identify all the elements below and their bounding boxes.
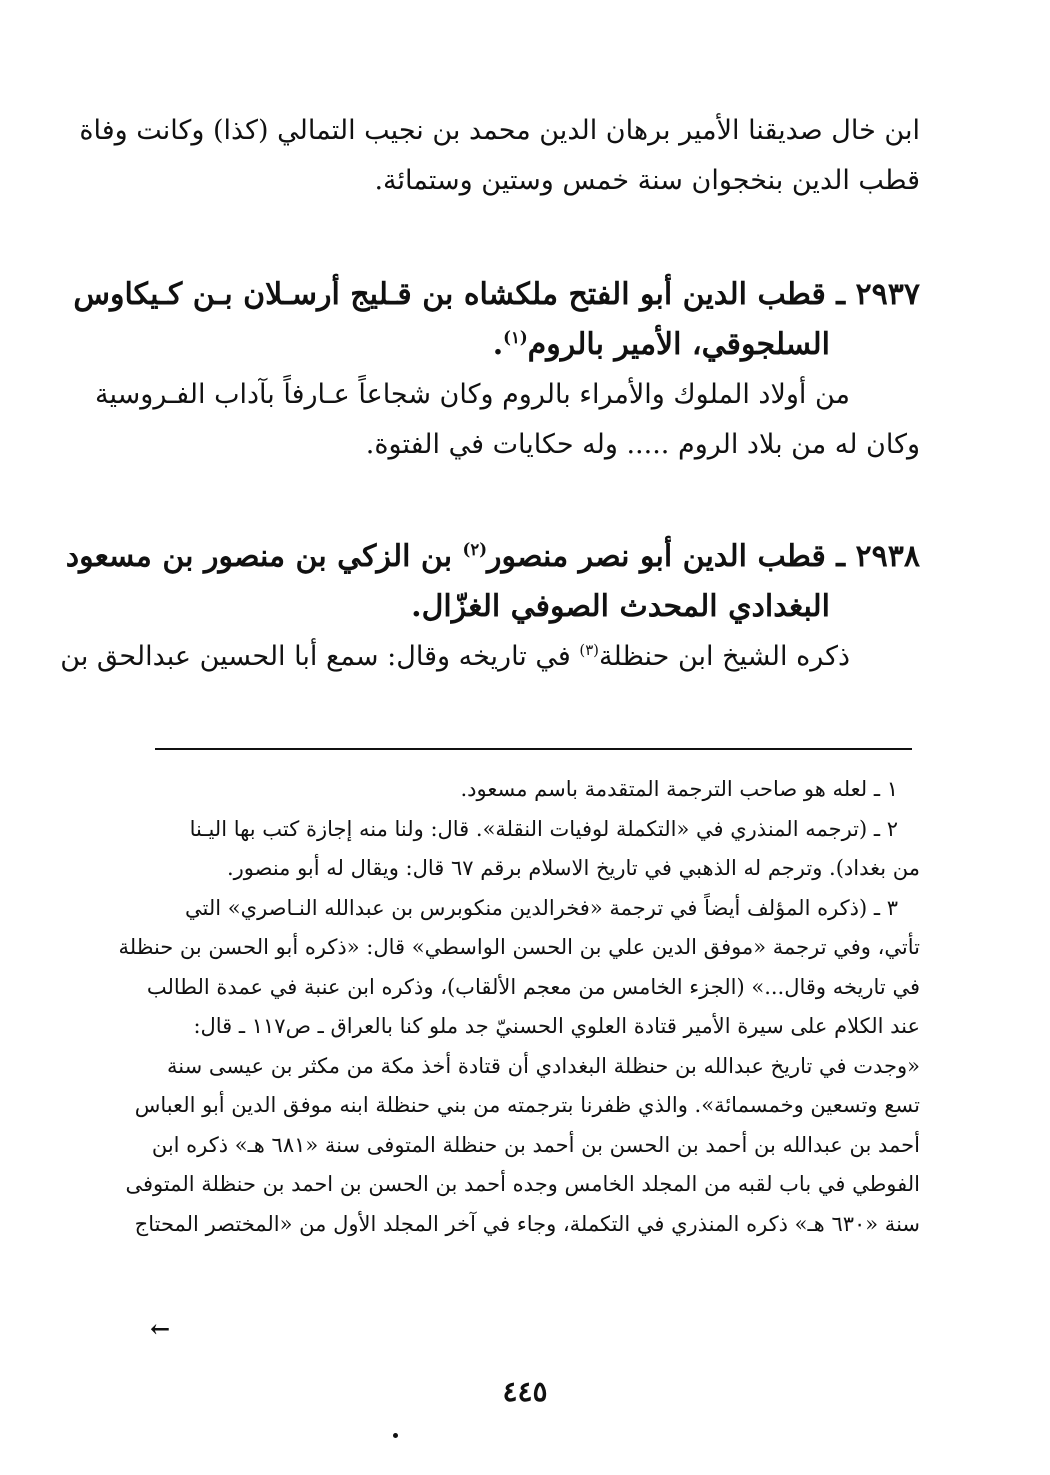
intro-line-2: قطب الدين بنخجوان سنة خمس وستين وستمائة. xyxy=(374,165,920,196)
entry-2938-heading-line-1 xyxy=(65,532,920,582)
footnote-3-line-9: سنة «٦٣٠ هـ» ذكره المنذري في التكملة، وجاء في آخر المجلد الأول من «المختصر المحتاج xyxy=(134,1211,920,1236)
footnote-3-line-6: تسع وتسعين وخمسمائة». والذي ظفرنا بترجمته من بني حنظلة ابنه موفق الدين أبو العباس xyxy=(134,1093,920,1117)
footnotes xyxy=(118,770,920,1244)
decorative-dot xyxy=(393,1433,398,1438)
footnote-3-line-2: تأتي، وفي ترجمة «موفق الدين علي بن الحسن الواسطي» قال: «ذكره أبو الحسن بن حنظلة xyxy=(118,935,920,959)
entry-2938-heading-text-a: ٢٩٣٨ ـ قطب الدين أبو نصر منصور xyxy=(487,539,920,574)
continuation-arrow-icon: ← xyxy=(150,1314,171,1343)
footnote-2-line-1: ٢ ـ (ترجمه المنذري في «التكملة لوفيات النقلة». قال: ولنا منه إجازة كتب بها اليـنا xyxy=(189,816,898,841)
footnote-1: ١ ـ لعله هو صاحب الترجمة المتقدمة باسم مسعود. xyxy=(460,777,898,801)
footnote-ref-3: (٣) xyxy=(579,641,599,659)
entry-2937-heading-end: . xyxy=(492,327,504,362)
entry-2938-body-text-a: ذكره الشيخ ابن حنظلة xyxy=(598,641,850,672)
entry-2938 xyxy=(60,532,920,682)
entry-2937-heading-line-2 xyxy=(150,320,920,370)
intro-line-1: ابن خال صديقنا الأمير برهان الدين محمد بن نجيب التمالي (كذا) وكانت وفاة xyxy=(79,115,920,146)
entry-2937-body-line-2: وكان له من بلاد الروم ..... وله حكايات في الفتوة. xyxy=(365,429,920,460)
page-number: ٤٤٥ xyxy=(502,1375,548,1408)
entry-2937-heading-text: السلجوقي، الأمير بالروم xyxy=(527,327,830,362)
footnote-ref-2: (٢) xyxy=(462,540,488,559)
intro-paragraph xyxy=(79,106,920,206)
footnote-separator xyxy=(155,748,912,750)
footnote-3-line-5: «وجدت في تاريخ عبدالله بن حنظلة البغدادي أن قتادة أخذ مكة من مكثر بن عيسى سنة xyxy=(167,1053,920,1078)
entry-2938-body-text-b: في تاريخه وقال: سمع أبا الحسين عبدالحق بن xyxy=(60,641,580,672)
entry-2937-body-line-1: من أولاد الملوك والأمراء بالروم وكان شجاعاً عـارفاً بآداب الفـروسية xyxy=(95,379,850,410)
entry-2937 xyxy=(73,270,920,470)
entry-2938-heading-line-2: البغدادي المحدث الصوفي الغزّال. xyxy=(411,589,830,624)
footnote-ref-1: (١) xyxy=(503,328,528,347)
entry-2937-heading-line-1: ٢٩٣٧ ـ قطب الدين أبو الفتح ملكشاه بن قـليج أرسـلان بـن كـيكاوس xyxy=(73,277,920,312)
footnote-3-line-7: أحمد بن عبدالله بن أحمد بن الحسن بن أحمد بن حنظلة المتوفى سنة «٦٨١ هـ» ذكره ابن xyxy=(151,1132,920,1157)
footnote-3-line-4: عند الكلام على سيرة الأمير قتادة العلوي الحسنيّ جد ملو كنا بالعراق ـ ص١١٧ ـ قال: xyxy=(193,1014,920,1038)
footnote-2-line-2: من بغداد). وترجم له الذهبي في تاريخ الاسلام برقم ٦٧ قال: ويقال له أبو منصور. xyxy=(226,856,920,880)
entry-2938-body-line-1 xyxy=(60,632,920,682)
entry-2938-heading-text-b: بن الزكي بن منصور بن مسعود xyxy=(65,539,463,574)
footnote-3-line-1: ٣ ـ (ذكره المؤلف أيضاً في ترجمة «فخرالدين منكوبرس بن عبدالله النـاصري» التي xyxy=(185,895,898,920)
footnote-3-line-3: في تاريخه وقال...» (الجزء الخامس من معجم الألقاب)، وذكره ابن عنبة في عمدة الطالب xyxy=(146,974,920,999)
footnote-3-line-8: الفوطي في باب لقبه من المجلد الخامس وجده أحمد بن الحسن بن احمد بن حنظلة المتوفى xyxy=(125,1172,920,1196)
